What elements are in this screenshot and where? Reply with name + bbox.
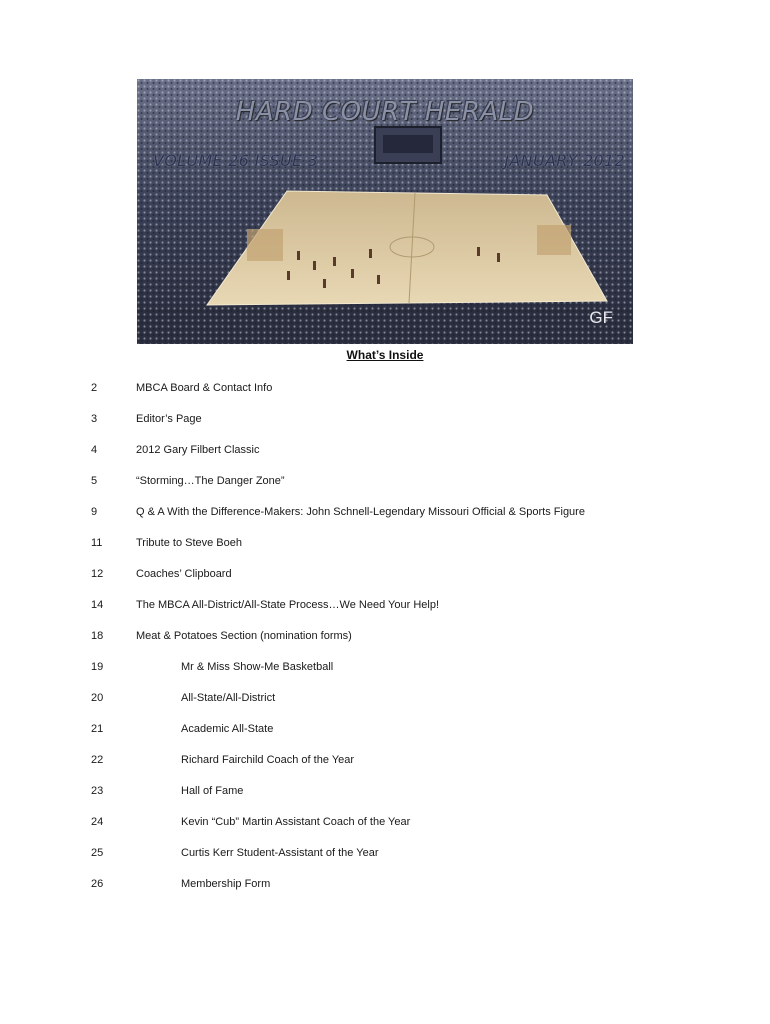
toc-page-number: 23 xyxy=(91,785,104,797)
issue-date: JANUARY 2012 xyxy=(504,151,625,170)
toc-subitem xyxy=(0,784,770,815)
toc-item-label: Academic All-State xyxy=(181,723,274,735)
toc-item-label: The MBCA All-District/All-State Process…We Need Your Help! xyxy=(136,599,440,611)
toc-subitem xyxy=(0,722,770,753)
toc-subitem xyxy=(0,660,770,691)
toc-item xyxy=(0,505,770,536)
toc-page-number: 19 xyxy=(91,661,104,673)
toc-subitem xyxy=(0,753,770,784)
toc-page-number: 18 xyxy=(91,630,104,642)
toc-item xyxy=(0,567,770,598)
toc-page-number: 14 xyxy=(91,599,104,611)
toc-item xyxy=(0,474,770,505)
toc-item-label: “Storming…The Danger Zone” xyxy=(136,475,285,487)
toc-heading: What’s Inside xyxy=(346,348,424,362)
newsletter-title: HARD COURT HERALD xyxy=(235,97,535,127)
toc-page-number: 3 xyxy=(91,413,98,425)
toc-subitem xyxy=(0,877,770,908)
logo-mark: GF xyxy=(589,308,613,327)
toc-subitem xyxy=(0,846,770,877)
volume-issue: VOLUME 26 ISSUE 3 xyxy=(153,151,319,170)
toc-page-number: 25 xyxy=(91,847,104,859)
toc-item-label: All-State/All-District xyxy=(181,692,276,704)
table-of-contents xyxy=(0,381,770,908)
toc-page-number: 11 xyxy=(91,537,103,549)
toc-item-label: Hall of Fame xyxy=(181,785,244,797)
toc-item-label: MBCA Board & Contact Info xyxy=(136,382,273,394)
cover-image xyxy=(137,79,633,344)
toc-page-number: 9 xyxy=(91,506,98,518)
toc-page-number: 26 xyxy=(91,878,104,890)
toc-page-number: 24 xyxy=(91,816,104,828)
toc-page-number: 4 xyxy=(91,444,98,456)
toc-item xyxy=(0,412,770,443)
toc-subitem xyxy=(0,691,770,722)
court-paint-right xyxy=(537,225,571,255)
toc-item-label: Richard Fairchild Coach of the Year xyxy=(181,754,355,766)
toc-subitem xyxy=(0,815,770,846)
toc-item xyxy=(0,536,770,567)
toc-item-label: Curtis Kerr Student-Assistant of the Year xyxy=(181,847,379,859)
toc-page-number: 22 xyxy=(91,754,104,766)
toc-item xyxy=(0,443,770,474)
toc-item xyxy=(0,629,770,660)
toc-page-number: 5 xyxy=(91,475,98,487)
toc-item-label: Kevin “Cub” Martin Assistant Coach of the Year xyxy=(181,816,411,828)
scoreboard-screen xyxy=(383,135,433,153)
toc-item xyxy=(0,598,770,629)
toc-page-number: 2 xyxy=(91,382,98,394)
toc-page-number: 12 xyxy=(91,568,104,580)
court-paint-left xyxy=(247,229,283,261)
toc-item-label: Membership Form xyxy=(181,878,271,890)
toc-page-number: 20 xyxy=(91,692,104,704)
toc-item-label: Mr & Miss Show-Me Basketball xyxy=(181,661,334,673)
toc-page-number: 21 xyxy=(91,723,104,735)
crowd-foreground-texture xyxy=(137,307,633,344)
toc-item-label: 2012 Gary Filbert Classic xyxy=(136,444,260,456)
toc-item-label: Editor’s Page xyxy=(136,413,202,425)
toc-item-label: Coaches’ Clipboard xyxy=(136,568,232,580)
toc-item xyxy=(0,381,770,412)
toc-item-label: Q & A With the Difference-Makers: John Schnell-Legendary Missouri Official & Sports Figure xyxy=(136,506,585,518)
toc-item-label: Tribute to Steve Boeh xyxy=(136,537,242,549)
toc-item-label: Meat & Potatoes Section (nomination forms) xyxy=(136,630,352,642)
